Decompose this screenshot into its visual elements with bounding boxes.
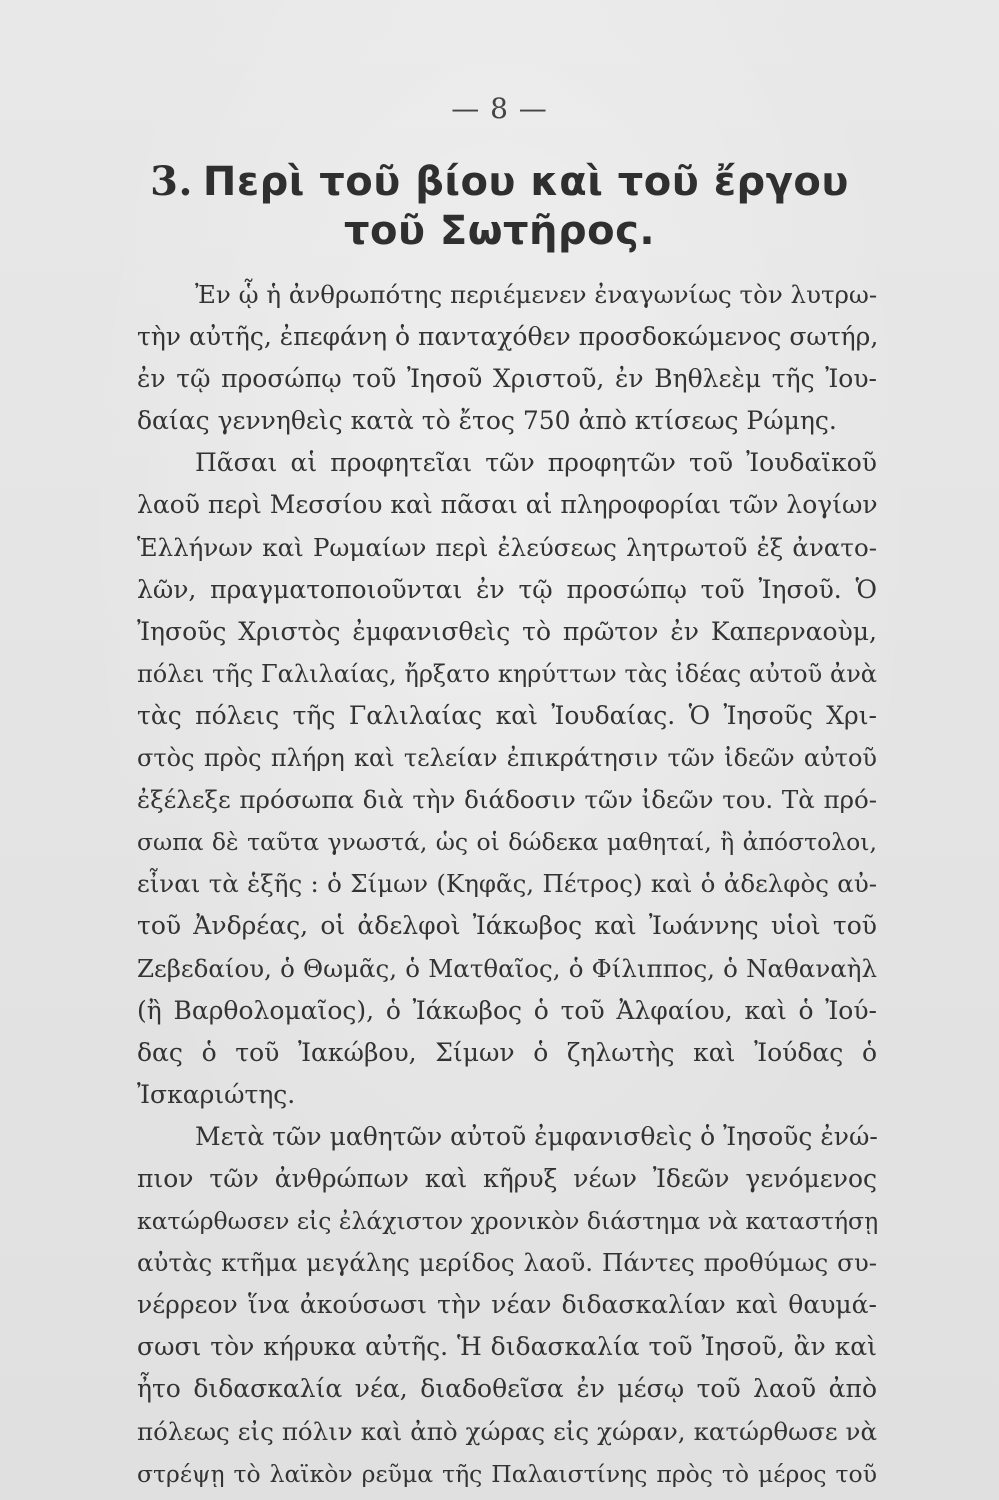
text-line: Μετὰ τῶν μαθητῶν αὐτοῦ ἐμφανισθεὶς ὁ Ἰησοῦς ἐνώ- — [195, 1121, 878, 1151]
text-line: τοῦ Ἀνδρέας, οἱ ἀδελφοὶ Ἰάκωβος καὶ Ἰωάννης υἱοὶ τοῦ — [137, 911, 877, 941]
body-text — [137, 274, 877, 1495]
chapter-title-line-2: τοῦ Σωτῆρος. — [343, 208, 656, 254]
text-line: τὴν αὐτῆς, ἐπεφάνη ὁ πανταχόθεν προσδοκώμενος σωτήρ, — [137, 322, 879, 352]
text-line: κατώρθωσεν εἰς ἐλάχιστον χρονικὸν διάστημα νὰ καταστήσῃ — [137, 1207, 879, 1236]
text-line: Ἐν ᾧ ἡ ἀνθρωπότης περιέμενεν ἐναγωνίως τὸν λυτρω- — [195, 280, 878, 309]
text-line: σωπα δὲ ταῦτα γνωστά, ὡς οἱ δώδεκα μαθηταί, ἢ ἀπόστολοι, — [137, 828, 877, 857]
text-line: λῶν, πραγματοποιοῦνται ἐν τῷ προσώπῳ τοῦ Ἰησοῦ. Ὁ — [137, 574, 877, 604]
text-line: νέρρεον ἵνα ἀκούσωσι τὴν νέαν διδασκαλίαν καὶ θαυμά- — [137, 1290, 877, 1320]
text-line: ἦτο διδασκαλία νέα, διαδοθεῖσα ἐν μέσῳ τοῦ λαοῦ ἀπὸ — [137, 1374, 877, 1404]
text-line: ἐν τῷ προσώπῳ τοῦ Ἰησοῦ Χριστοῦ, ἐν Βηθλεὲμ τῆς Ἰου- — [137, 364, 877, 394]
text-line: Ἑλλήνων καὶ Ρωμαίων περὶ ἐλεύσεως λητρωτοῦ ἐξ ἀνατο- — [137, 532, 877, 562]
text-line: τὰς πόλεις τῆς Γαλιλαίας καὶ Ἰουδαίας. Ὁ Ἰησοῦς Χρι- — [137, 700, 877, 730]
text-line: Ζεβεδαίου, ὁ Θωμᾶς, ὁ Ματθαῖος, ὁ Φίλιππος, ὁ Ναθαναὴλ — [137, 953, 877, 983]
text-line: πιον τῶν ἀνθρώπων καὶ κῆρυξ νέων Ἰδεῶν γενόμενος — [137, 1163, 877, 1193]
chapter-number: 3. — [150, 158, 193, 205]
text-line: εἶναι τὰ ἑξῆς : ὁ Σίμων (Κηφᾶς, Πέτρος) καὶ ὁ ἀδελφὸς αὐ- — [137, 869, 877, 899]
chapter-title-line-1 — [0, 158, 999, 205]
text-line: δας ὁ τοῦ Ἰακώβου, Σίμων ὁ ζηλωτὴς καὶ Ἰούδας ὁ — [137, 1037, 877, 1067]
text-line: ἐξέλεξε πρόσωπα διὰ τὴν διάδοσιν τῶν ἰδεῶν του. Τὰ πρό- — [137, 785, 877, 815]
text-line: Ἰσκαριώτης. — [137, 1079, 296, 1109]
text-line: πόλει τῆς Γαλιλαίας, ἤρξατο κηρύττων τὰς ἰδέας αὐτοῦ ἀνὰ — [137, 659, 877, 688]
text-line: στὸς πρὸς πλήρη καὶ τελείαν ἐπικράτησιν τῶν ἰδεῶν αὐτοῦ — [137, 744, 877, 773]
text-line: Πᾶσαι αἱ προφητεῖαι τῶν προφητῶν τοῦ Ἰουδαϊκοῦ — [195, 448, 877, 478]
text-line: αὐτὰς κτῆμα μεγάλης μερίδος λαοῦ. Πάντες προθύμως συ- — [137, 1248, 877, 1278]
text-line: πόλεως εἰς πόλιν καὶ ἀπὸ χώρας εἰς χώραν, κατώρθωσε νὰ — [137, 1416, 877, 1446]
text-line: Ἰησοῦς Χριστὸς ἐμφανισθεὶς τὸ πρῶτον ἐν Καπερναοὺμ, — [137, 616, 877, 646]
text-line: (ἢ Βαρθολομαῖος), ὁ Ἰάκωβος ὁ τοῦ Ἀλφαίου, καὶ ὁ Ἰού- — [137, 995, 877, 1025]
chapter-title-text-1: Περὶ τοῦ βίου καὶ τοῦ ἔργου — [202, 159, 849, 205]
text-line: δαίας γεννηθεὶς κατὰ τὸ ἔτος 750 ἀπὸ κτίσεως Ρώμης. — [137, 406, 837, 436]
text-line: λαοῦ περὶ Μεσσίου καὶ πᾶσαι αἱ πληροφορίαι τῶν λογίων — [137, 490, 878, 520]
text-line: στρέψῃ τὸ λαϊκὸν ρεῦμα τῆς Παλαιστίνης πρὸς τὸ μέρος τοῦ — [137, 1459, 877, 1488]
text-line: σωσι τὸν κήρυκα αὐτῆς. Ἡ διδασκαλία τοῦ Ἰησοῦ, ἂν καὶ — [137, 1332, 877, 1362]
page-number: — 8 — — [451, 92, 548, 125]
